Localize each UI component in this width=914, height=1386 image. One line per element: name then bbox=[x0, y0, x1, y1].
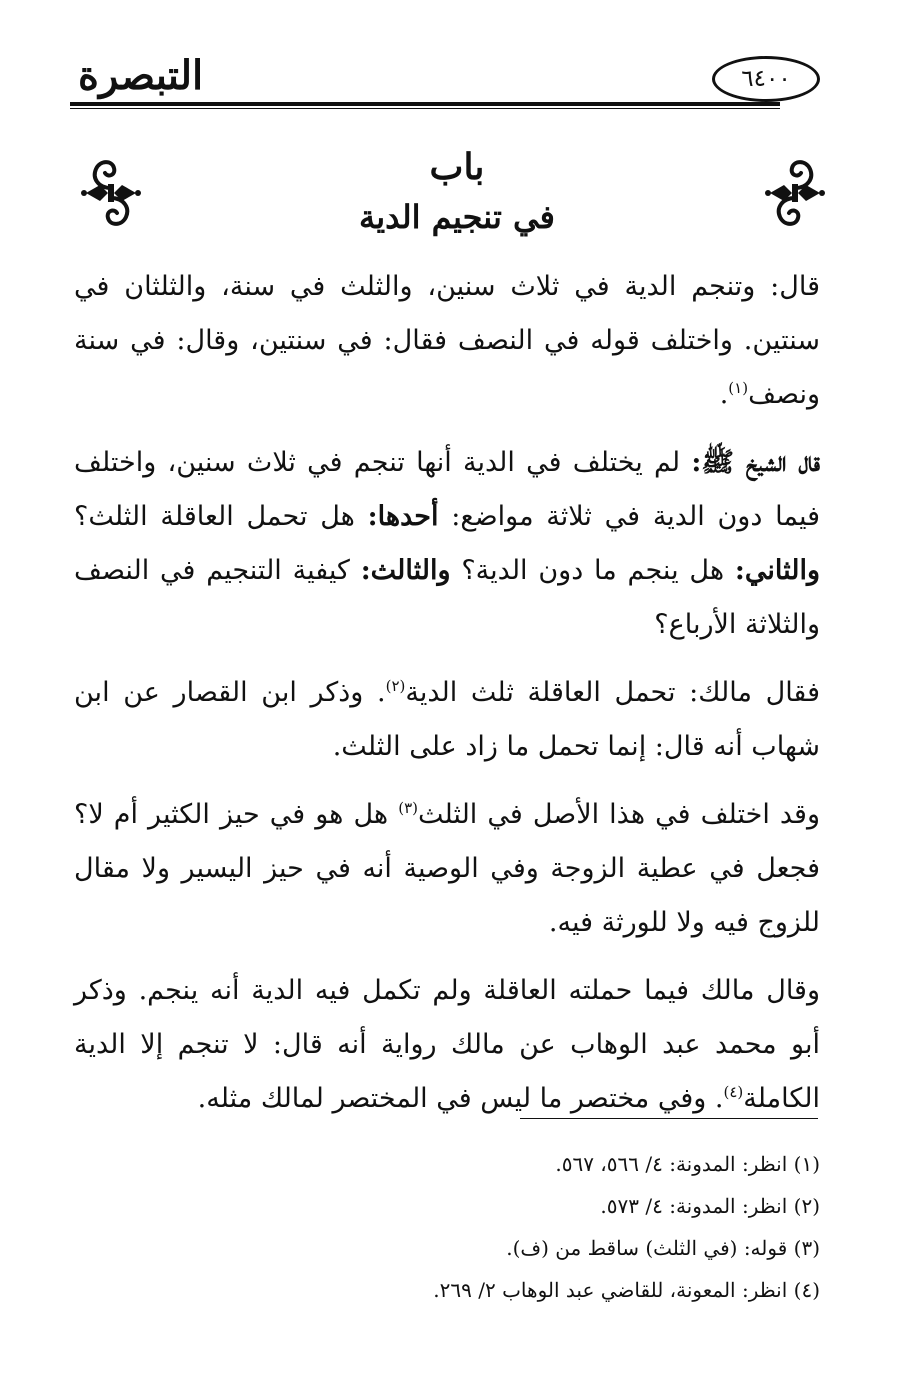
paragraph-3 bbox=[74, 666, 820, 774]
paragraph-text: هل هو في حيز الكثير أم لا؟ فجعل في عطية الزوجة وفي الوصية أنه في حيز اليسير ولا مقال للزوج فيه ولا للورثة فيه. bbox=[74, 799, 820, 938]
main-text bbox=[74, 260, 820, 1140]
footnotes bbox=[300, 1143, 820, 1311]
paragraph-term: أحدها: bbox=[367, 501, 439, 532]
paragraph-text: . bbox=[719, 379, 729, 410]
footnote-1: (١) انظر: المدونة: ٤/ ٥٦٦، ٥٦٧. bbox=[555, 1152, 820, 1176]
paragraph-1 bbox=[74, 260, 820, 422]
running-header bbox=[70, 50, 820, 120]
paragraph-term: والثاني: bbox=[734, 555, 820, 586]
paragraph-2 bbox=[74, 436, 820, 652]
footnote-2: (٢) انظر: المدونة: ٤/ ٥٧٣. bbox=[600, 1194, 820, 1218]
chapter-title: في تنجيم الدية bbox=[359, 198, 555, 236]
paragraph-text: هل ينجم ما دون الدية؟ bbox=[450, 555, 735, 586]
paragraph-text: . وذكر ابن القصار عن ابن شهاب أنه قال: إنما تحمل ما زاد على الثلث. bbox=[74, 677, 820, 762]
paragraph-4 bbox=[74, 788, 820, 950]
paragraph-text: هل تحمل العاقلة الثلث؟ bbox=[74, 501, 368, 532]
footnote-ref-4[interactable]: (٤) bbox=[723, 1083, 744, 1101]
page-number-badge bbox=[712, 56, 820, 102]
paragraph-text: فقال مالك: تحمل العاقلة ثلث الدية bbox=[405, 677, 820, 708]
footnote-ref-3[interactable]: (٣) bbox=[398, 799, 418, 817]
page-number: ٦٤٠٠ bbox=[741, 66, 791, 92]
paragraph-text: لم يختلف في الدية أنها تنجم في ثلاث سنين، واختلف فيما دون الدية في ثلاثة مواضع: bbox=[74, 447, 820, 532]
paragraph-lead: قال الشيخ ﷺ: bbox=[691, 447, 820, 478]
footnote-3: (٣) قوله: (في الثلث) ساقط من (ف). bbox=[506, 1236, 820, 1260]
footnote-4: (٤) انظر: المعونة، للقاضي عبد الوهاب ٢/ ٢٦٩. bbox=[433, 1278, 820, 1302]
paragraph-term: والثالث: bbox=[360, 555, 451, 586]
paragraph-text: وقال مالك فيما حملته العاقلة ولم تكمل فيه الدية أنه ينجم. وذكر أبو محمد عبد الوهاب عن مالك رواية أنه قال: لا تنجم إلا الدية الكاملة bbox=[74, 975, 820, 1114]
paragraph-5 bbox=[74, 964, 820, 1126]
paragraph-text: كيفية التنجيم في النصف والثلاثة الأرباع؟ bbox=[74, 555, 820, 640]
paragraph-text: قال: وتنجم الدية في ثلاث سنين، والثلث في سنة، والثلثان في سنتين. واختلف قوله في النصف فقال: في سنتين، وقال: في سنة ونصف bbox=[74, 271, 820, 410]
footnote-separator bbox=[520, 1118, 818, 1119]
running-title: التبصرة bbox=[78, 52, 204, 99]
header-rule bbox=[70, 102, 780, 109]
footnote-ref-1[interactable]: (١) bbox=[728, 379, 749, 397]
paragraph-text: وقد اختلف في هذا الأصل في الثلث bbox=[417, 799, 821, 830]
paragraph-text: . وفي مختصر ما ليس في المختصر لمالك مثله. bbox=[197, 1083, 724, 1114]
chapter-label: باب bbox=[429, 146, 485, 188]
footnote-ref-2[interactable]: (٢) bbox=[385, 677, 406, 695]
